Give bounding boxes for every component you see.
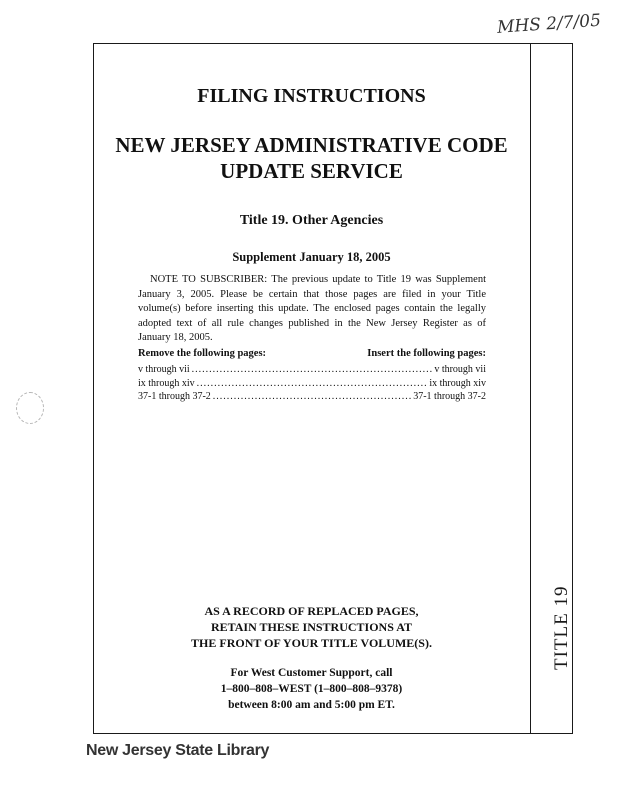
supplement-date: Supplement January 18, 2005 [232, 250, 391, 264]
support-phone: 1–800–808–WEST (1–800–808–9378) [220, 683, 403, 695]
dot-leader [213, 390, 411, 404]
pages-table [138, 363, 486, 404]
remove-pages-cell: 37-1 through 37-2 [138, 391, 211, 402]
library-stamp: New Jersey State Library [86, 742, 270, 759]
retain-line-3: THE FRONT OF YOUR TITLE VOLUME(S). [191, 636, 432, 650]
title-line-1: NEW JERSEY ADMINISTRATIVE CODE [115, 133, 508, 157]
filing-instructions-content [93, 43, 530, 734]
dot-leader [197, 377, 428, 391]
customer-support-notice [93, 665, 530, 713]
insert-pages-cell: v through vii [434, 364, 486, 375]
retain-instructions-notice [93, 603, 530, 651]
remove-pages-cell: ix through xiv [138, 377, 195, 389]
handwritten-initials-date: MHS 2/7/05 [496, 10, 602, 38]
insert-pages-cell: ix through xiv [429, 377, 486, 389]
retain-line-2: RETAIN THESE INSTRUCTIONS AT [210, 620, 413, 634]
subscriber-note: NOTE TO SUBSCRIBER: The previous update to Title 19 was Supplement January 3, 2005. Please be certain that those pages are filed in your Title volume(s) before inserting this update. The enclosed pages contain the legally adopted text of all rule changes published in the New Jersey Register as of January 18, 2005. [138, 274, 486, 343]
remove-pages-cell: v through vii [138, 364, 190, 375]
support-line-1: For West Customer Support, call [230, 667, 393, 679]
title-number: Title 19. Other Agencies [239, 213, 384, 228]
table-row [138, 363, 486, 377]
support-hours: between 8:00 am and 5:00 pm ET. [228, 699, 395, 711]
remove-pages-header: Remove the following pages: [138, 348, 267, 359]
table-row [138, 390, 486, 404]
binder-hole-mark [16, 392, 44, 424]
document-title [93, 132, 530, 184]
retain-line-1: AS A RECORD OF REPLACED PAGES, [204, 604, 419, 618]
insert-pages-cell: 37-1 through 37-2 [413, 391, 486, 402]
spine-divider [530, 43, 531, 734]
table-row [138, 377, 486, 391]
spine-title-label: TITLE 19 [551, 585, 572, 670]
document-heading: FILING INSTRUCTIONS [197, 85, 426, 107]
insert-pages-header: Insert the following pages: [367, 348, 486, 359]
dot-leader [192, 363, 433, 377]
title-line-2: UPDATE SERVICE [220, 159, 403, 183]
pages-table-header [138, 348, 486, 359]
